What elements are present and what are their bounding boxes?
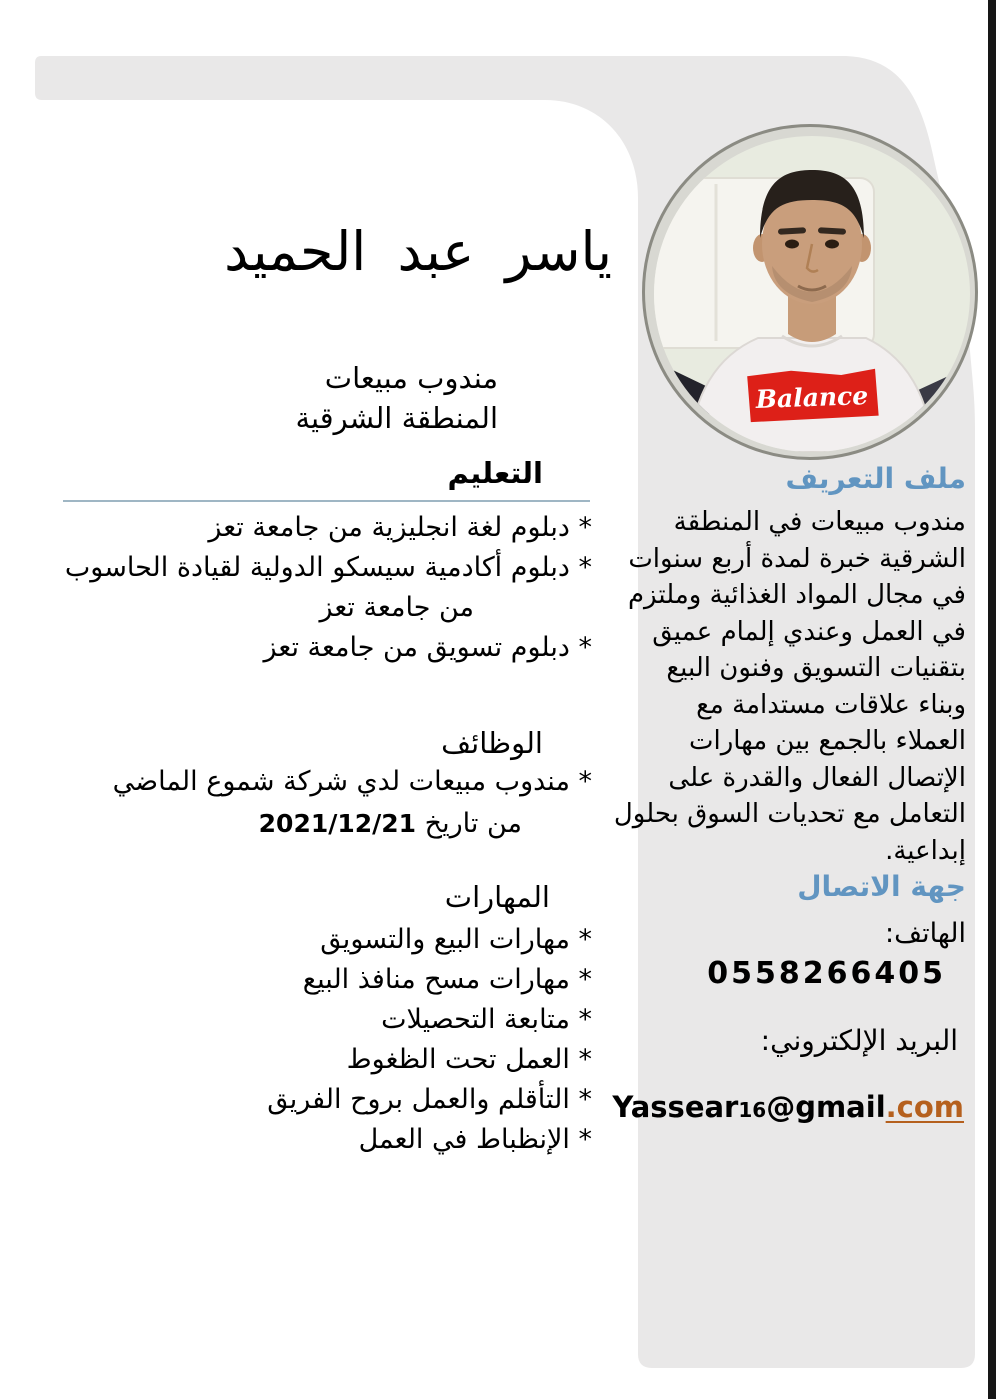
- job-title-line2: المنطقة الشرقية: [295, 401, 498, 435]
- skill-item: * مهارات البيع والتسويق: [320, 924, 592, 955]
- job-title: [295, 358, 498, 438]
- job-entry: * مندوب مبيعات لدي شركة شموع الماضي: [112, 766, 592, 797]
- job-date-value: 2021/12/21: [258, 809, 417, 838]
- profile-photo-frame: [642, 124, 978, 460]
- profile-summary: [614, 504, 966, 869]
- job-date-line: [259, 808, 522, 839]
- scan-edge: [988, 0, 996, 1399]
- profile-line: الإتصال الفعال والقدرة على: [668, 762, 966, 793]
- profile-line: في العمل وعندي إلمام عميق: [652, 616, 966, 647]
- section-heading-skills: المهارات: [444, 880, 550, 914]
- email-address[interactable]: [612, 1090, 964, 1124]
- section-heading-profile: ملف التعريف: [785, 462, 966, 495]
- phone-label: الهاتف:: [885, 918, 966, 949]
- education-item: * دبلوم لغة انجليزية من جامعة تعز: [208, 512, 592, 543]
- education-item: * دبلوم أكادمية سيسكو الدولية لقيادة الحاسوب: [64, 552, 592, 583]
- skill-item: * الإنظباط في العمل: [358, 1124, 592, 1155]
- profile-line: في مجال المواد الغذائية وملتزم: [627, 580, 966, 610]
- person-name: ياسر عبد الحميد: [224, 220, 612, 283]
- profile-line: التعامل مع تحديات السوق بحلول: [613, 799, 966, 829]
- profile-photo: [654, 136, 970, 452]
- profile-line: بتقنيات التسويق وفنون البيع: [666, 653, 966, 683]
- education-item-continuation: من جامعة تعز: [319, 592, 474, 623]
- profile-line: العملاء بالجمع بين مهارات: [689, 726, 966, 756]
- profile-line: وبناء علاقات مستدامة مع: [696, 689, 966, 720]
- shirt-logo-text: Balance: [755, 381, 869, 414]
- education-item: * دبلوم تسويق من جامعة تعز: [263, 632, 592, 663]
- profile-photo-illustration: [654, 136, 970, 452]
- profile-line: الشرقية خبرة لمدة أربع سنوات: [628, 543, 966, 574]
- profile-line: مندوب مبيعات في المنطقة: [673, 507, 966, 537]
- education-list: [65, 508, 592, 668]
- phone-number: 0558266405: [707, 956, 946, 991]
- skill-item: * العمل تحت الظغوط: [346, 1044, 592, 1075]
- profile-line: إبداعية.: [885, 835, 966, 866]
- section-heading-jobs: الوظائف: [441, 726, 543, 760]
- job-title-line1: مندوب مبيعات: [324, 361, 498, 395]
- section-heading-contact: جهة الاتصال: [797, 870, 966, 903]
- section-heading-education: التعليم: [447, 456, 543, 490]
- skill-item: * متابعة التحصيلات: [381, 1004, 592, 1035]
- skill-item: * مهارات مسح منافذ البيع: [302, 964, 592, 995]
- skills-list: [267, 920, 592, 1160]
- job-date-prefix: من تاريخ: [424, 808, 522, 839]
- email-number: 16: [738, 1098, 767, 1122]
- email-user: Yassear: [612, 1090, 739, 1124]
- email-tld-link[interactable]: .com: [885, 1090, 964, 1124]
- email-label: البريد الإلكتروني:: [760, 1024, 958, 1057]
- education-underline: [63, 500, 590, 502]
- email-domain: @gmail: [766, 1090, 886, 1124]
- skill-item: * التأقلم والعمل بروح الفريق: [267, 1084, 592, 1115]
